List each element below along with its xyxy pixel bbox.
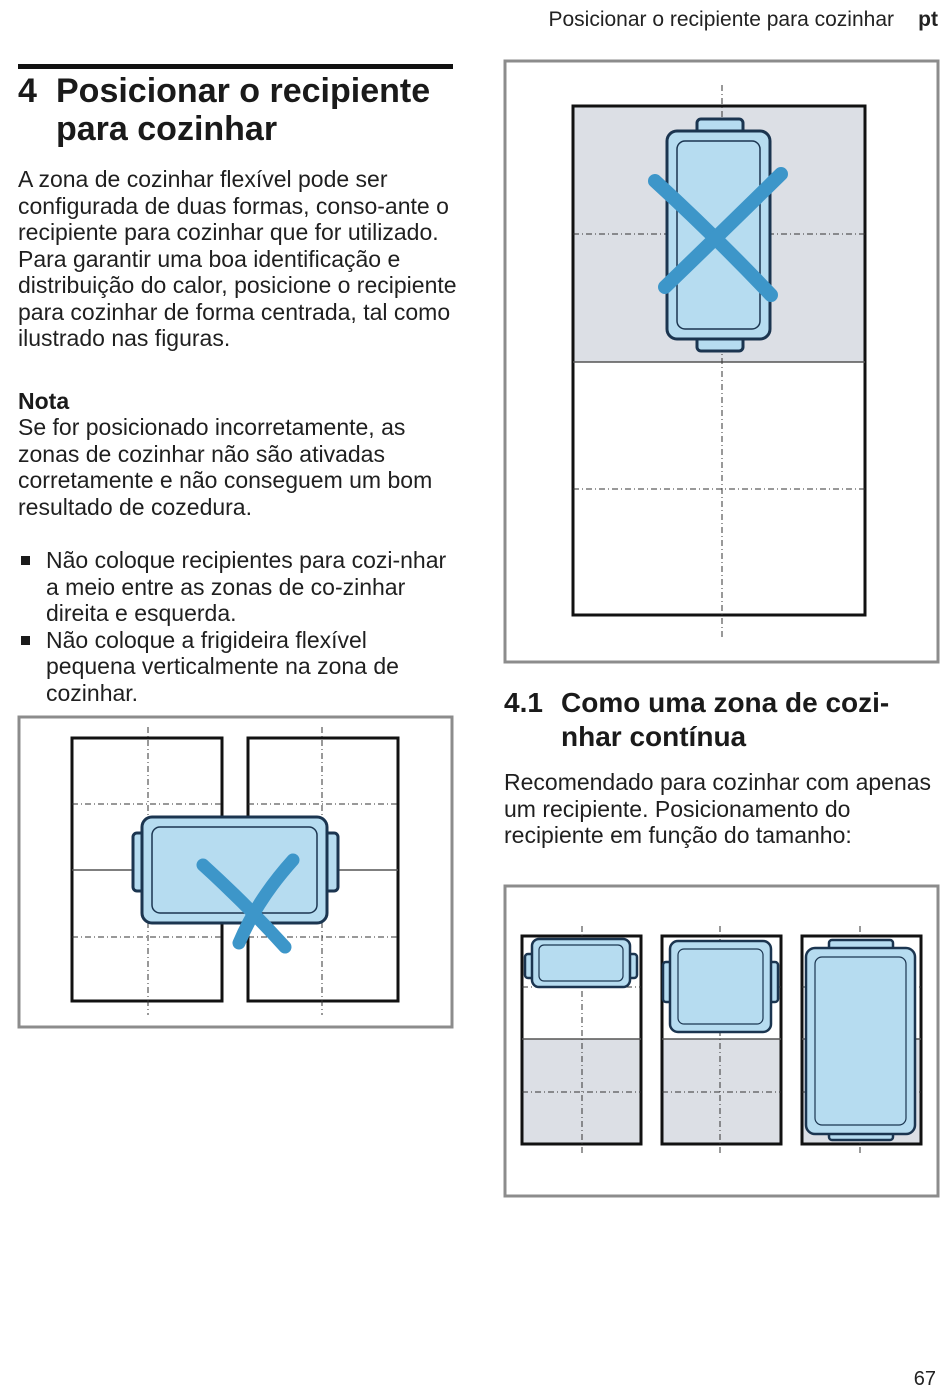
page-number: 67	[913, 1368, 936, 1390]
running-header-title: Posicionar o recipiente para cozinhar	[548, 8, 894, 31]
pan-icon	[133, 817, 338, 923]
zone-large-pan	[802, 926, 921, 1156]
warning-list	[18, 547, 458, 706]
note-paragraph: Se for posicionado incorretamente, as zonas de cozinhar não são ativadas corretamente e não conseguem um bom resultado de cozedura.	[18, 414, 433, 520]
list-item-text: Não coloque recipientes para cozi-nhar a meio entre as zonas de co-zinhar direita e esquerda.	[46, 547, 447, 626]
figure-incorrect-vertical-pan	[503, 59, 940, 664]
bullet-square-icon	[21, 636, 30, 645]
list-item	[18, 547, 458, 627]
zone-medium-pan	[662, 926, 781, 1156]
subsection-title: Como uma zona de cozi-nhar contínua	[561, 687, 890, 752]
subsection-paragraph: Recomendado para cozinhar com apenas um recipiente. Posicionamento do recipiente em função do tamanho:	[504, 769, 932, 848]
zone-small-pan	[522, 926, 641, 1156]
list-item-text: Não coloque a frigideira flexível pequena verticalmente na zona de cozinhar.	[46, 626, 399, 706]
figure-correct-placements	[503, 884, 940, 1198]
subsection-number: 4.1	[504, 687, 543, 718]
pan-icon	[525, 939, 637, 987]
pan-icon	[806, 940, 915, 1140]
bullet-square-icon	[21, 556, 30, 565]
section-heading	[18, 72, 458, 148]
section-title: Posicionar o recipiente para cozinhar	[56, 72, 431, 148]
pan-icon	[663, 941, 778, 1032]
section-rule	[18, 64, 453, 69]
language-code: pt	[918, 8, 938, 31]
list-item	[18, 627, 458, 707]
note-heading: Nota	[18, 388, 70, 414]
intro-paragraph: A zona de cozinhar flexível pode ser configurada de duas formas, conso-ante o recipiente para cozinhar que for utilizado. Para garantir uma boa identificação e distribuição do calor, posicione o recipiente para cozinhar de forma centrada, tal como ilustrado nas figuras.	[18, 166, 457, 351]
figure-incorrect-between-zones	[17, 715, 454, 1029]
section-number: 4	[18, 72, 37, 110]
subsection-heading	[504, 686, 934, 754]
